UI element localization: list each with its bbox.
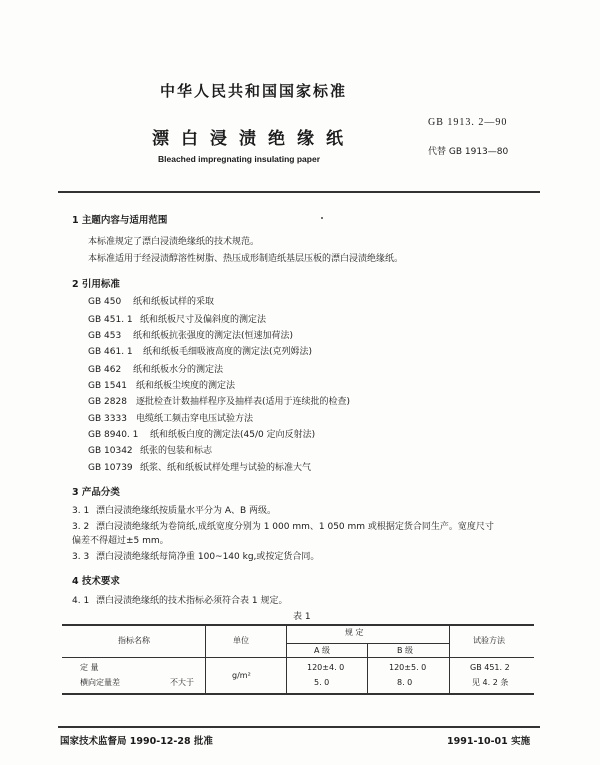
- cell-grade-a: 5. 0: [314, 678, 330, 687]
- section-4-title: 4 技术要求: [72, 576, 120, 587]
- col-header-name: 指标名称: [118, 636, 150, 645]
- table-col-divider: [205, 624, 206, 694]
- section-3-title: 3 产品分类: [72, 487, 120, 498]
- col-header-method: 试验方法: [473, 636, 505, 645]
- effective-date: 1991-10-01 实施: [447, 736, 531, 747]
- cell-grade-a: 120±4. 0: [307, 663, 345, 672]
- col-header-spec: 规 定: [345, 628, 364, 637]
- table-top-rule: [62, 624, 534, 626]
- cell-name: 横向定量差: [80, 678, 120, 687]
- table-col-divider: [286, 624, 287, 694]
- cell-qualifier: 不大于: [170, 678, 194, 687]
- clause-3-2-continued: 偏差不得超过±5 mm。: [72, 536, 169, 546]
- table-bottom-rule: [62, 693, 534, 695]
- reference-item: GB 10739 纸浆、纸和纸板试样处理与试验的标准大气: [88, 463, 312, 473]
- footer-divider: [58, 726, 540, 728]
- reference-item: GB 450 纸和纸板试样的采取: [88, 297, 215, 307]
- section-2-title: 2 引用标准: [72, 279, 120, 290]
- reference-item: GB 453 纸和纸板抗张强度的测定法(恒速加荷法): [88, 331, 294, 341]
- standard-title: 中华人民共和国国家标准: [160, 82, 348, 100]
- reference-item: GB 2828 逐批检查计数抽样程序及抽样表(适用于连续批的检查): [88, 397, 351, 407]
- reference-item: GB 3333 电缆纸工频击穿电压试验方法: [88, 414, 254, 424]
- section-1-para-1: 本标准规定了漂白浸渍绝缘纸的技术规范。: [88, 237, 260, 247]
- col-header-grade-b: B 级: [397, 646, 414, 655]
- clause-4-1: 4. 1 漂白浸渍绝缘纸的技术指标必须符合表 1 规定。: [72, 596, 288, 606]
- reference-item: GB 451. 1 纸和纸板尺寸及偏斜度的测定法: [88, 315, 267, 325]
- col-header-grade-a: A 级: [314, 646, 331, 655]
- table-col-divider: [367, 643, 368, 694]
- table-header-bottom-rule: [62, 657, 534, 658]
- issuer-approval: 国家技术监督局 1990-12-28 批准: [60, 736, 213, 747]
- cell-unit: g/m²: [232, 671, 251, 680]
- cell-grade-b: 120±5. 0: [389, 663, 427, 672]
- reference-item: GB 1541 纸和纸板尘埃度的测定法: [88, 381, 236, 391]
- table-caption: 表 1: [293, 612, 311, 622]
- clause-3-3: 3. 3 漂白浸渍绝缘纸每筒净重 100~140 kg,或按定货合同。: [72, 552, 320, 562]
- clause-3-2: 3. 2 漂白浸渍绝缘纸为卷筒纸,成纸宽度分别为 1 000 mm、1 050 mm 或根据定货合同生产。宽度尺寸: [72, 522, 494, 532]
- section-1-para-2: 本标准适用于经浸渍醇溶性树脂、热压成形制造纸基层压板的漂白浸渍绝缘纸。: [88, 254, 404, 264]
- table-col-divider: [449, 624, 450, 694]
- header-divider: [58, 191, 540, 193]
- reference-item: GB 461. 1 纸和纸板毛细吸液高度的测定法(克列姆法): [88, 347, 313, 357]
- col-header-unit: 单位: [233, 636, 249, 645]
- cell-method: 见 4. 2 条: [472, 678, 509, 687]
- document-title-english: Bleached impregnating insulating paper: [158, 154, 320, 164]
- cell-grade-b: 8. 0: [397, 678, 413, 687]
- document-title: 漂白浸渍绝缘纸: [152, 129, 355, 149]
- stray-mark: [321, 217, 323, 219]
- section-1-title: 1 主题内容与适用范围: [72, 215, 168, 226]
- reference-item: GB 8940. 1 纸和纸板白度的测定法(45/0 定向反射法): [88, 430, 316, 440]
- replaces-standard: 代替 GB 1913—80: [428, 147, 509, 157]
- standard-number: GB 1913. 2—90: [428, 117, 508, 128]
- cell-name: 定 量: [80, 663, 99, 672]
- reference-item: GB 10342 纸张的包装和标志: [88, 446, 213, 456]
- cell-method: GB 451. 2: [470, 663, 510, 672]
- reference-item: GB 462 纸和纸板水分的测定法: [88, 365, 224, 375]
- clause-3-1: 3. 1 漂白浸渍绝缘纸按质量水平分为 A、B 两级。: [72, 506, 277, 516]
